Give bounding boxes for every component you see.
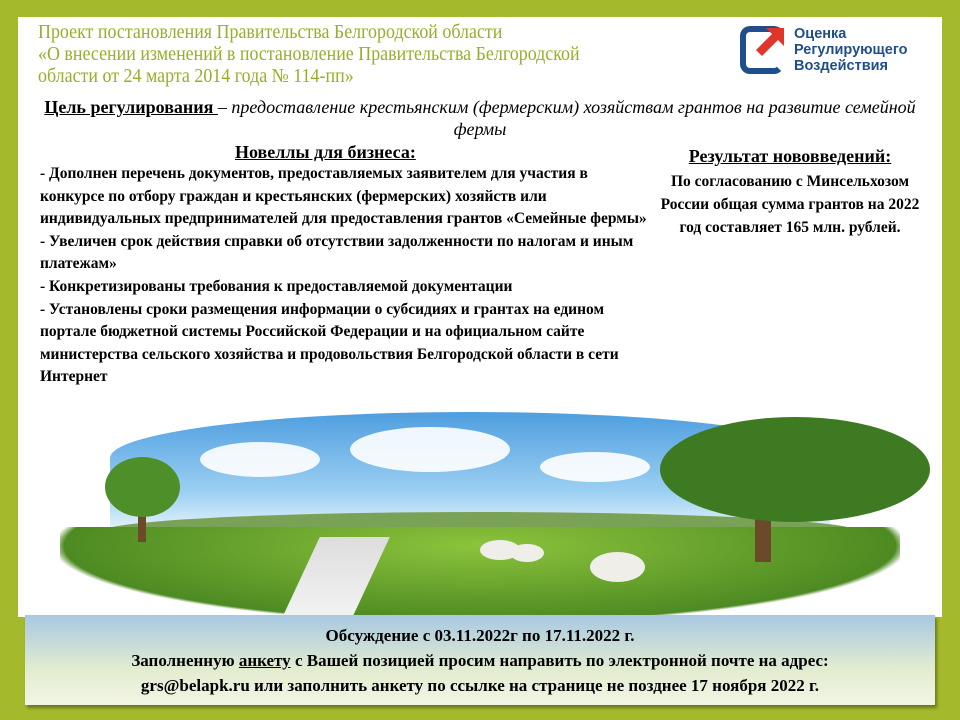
logo-text-line: Регулирующего <box>794 42 908 58</box>
questionnaire-link[interactable]: анкету <box>238 651 291 670</box>
email-link[interactable]: grs@belapk.ru <box>140 676 250 695</box>
discussion-dates: Обсуждение с 03.11.2022г по 17.11.2022 г. <box>325 626 635 645</box>
result-text: По согласованию с Минсельхозом России общая сумма грантов на 2022 год составляет 165 млн. рублей. <box>660 173 920 236</box>
logo-text-line: Воздействия <box>794 58 888 74</box>
list-item: - Дополнен перечень документов, предоставляемых заявителем для участия в конкурсе по отбору граждан и крестьянских (фермерских) хозяйств или индивидуальных предпринимателей для предоставления грантов «Семейные фермы» <box>40 165 647 228</box>
title-line: Проект постановления Правительства Белгородской области <box>38 22 503 43</box>
title-line: области от 24 марта 2014 года № 114-пп» <box>38 66 354 87</box>
goal-dash: – <box>217 97 232 117</box>
orv-logo <box>738 26 938 78</box>
list-item: - Установлены сроки размещения информации о субсидиях и грантах на едином портале бюджетной системы Российской Федерации и на официальном сайте министерства сельского хозяйства и продовольствия Белгородской области в сети Интернет <box>40 300 619 386</box>
footer-text: с Вашей позицией просим направить по электронной почте на адрес: <box>290 651 829 670</box>
title-line: «О внесении изменений в постановление Правительства Белгородской <box>38 44 580 65</box>
result-heading: Результат нововведений: <box>688 146 892 166</box>
goal-text: предоставление крестьянским (фермерским) хозяйствам грантов на развитие семейной фермы <box>231 97 916 139</box>
list-item: - Конкретизированы требования к предоставляемой документации <box>40 277 513 295</box>
logo-text-line: Оценка <box>794 26 847 42</box>
regulation-goal <box>40 96 920 140</box>
list-item: - Увеличен срок действия справки об отсутствии задолженности по налогам и иным платежам» <box>40 232 634 273</box>
footer-text: Заполненную <box>131 651 239 670</box>
footer-text: или заполнить анкету по ссылке на странице не позднее 17 ноября 2022 г. <box>249 676 820 695</box>
goal-label: Цель регулирования <box>44 97 218 117</box>
novelties-heading: Новеллы для бизнеса: <box>235 142 416 162</box>
discussion-banner <box>25 615 935 705</box>
slide-title <box>38 22 682 88</box>
logo-arrow-icon <box>754 28 784 58</box>
novelties-list <box>40 163 650 389</box>
farm-landscape-image <box>20 412 930 617</box>
